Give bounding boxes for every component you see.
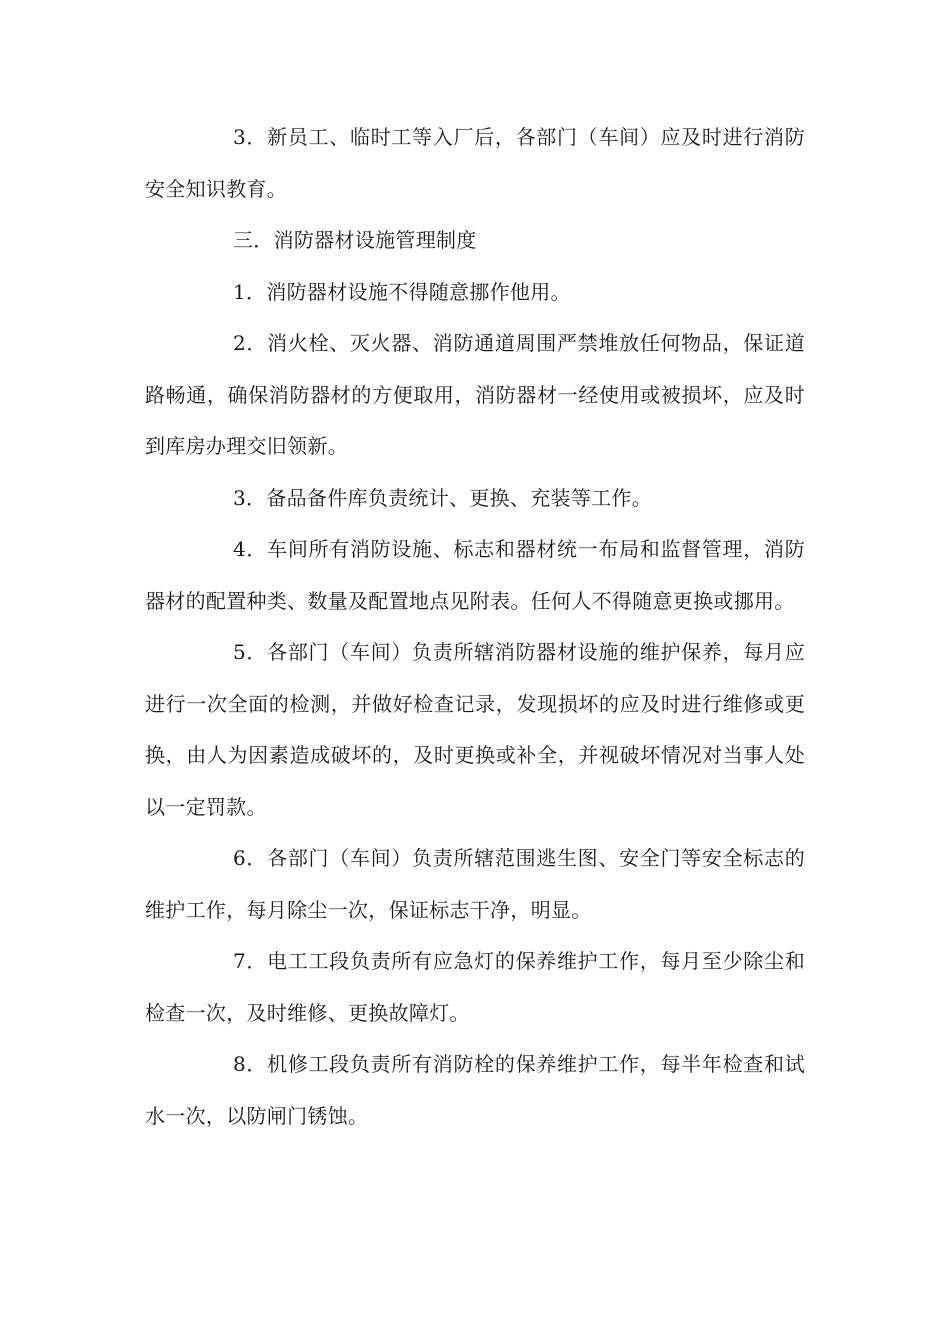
paragraph-item-7: 7．电工工段负责所有应急灯的保养维护工作，每月至少除尘和检查一次，及时维修、更换故障灯。 [145,949,805,1025]
paragraph-item-3: 3．备品备件库负责统计、更换、充装等工作。 [233,485,653,510]
paragraph-item-3-training: 3．新员工、临时工等入厂后，各部门（车间）应及时进行消防安全知识教育。 [145,125,805,201]
section-heading-equipment-management: 三．消防器材设施管理制度 [233,228,477,252]
paragraph-item-1: 1．消防器材设施不得随意挪作他用。 [233,279,571,304]
paragraph-item-5: 5．各部门（车间）负责所辖消防器材设施的维护保养，每月应进行一次全面的检测，并做好检查记录，发现损坏的应及时进行维修或更换，由人为因素造成破坏的，及时更换或补全，并视破坏情况对当事人处以一定罚款。 [145,640,805,819]
document-body [145,112,805,1142]
paragraph-item-8: 8．机修工段负责所有消防栓的保养维护工作，每半年检查和试水一次，以防闸门锈蚀。 [145,1052,805,1128]
paragraph-item-6: 6．各部门（车间）负责所辖范围逃生图、安全门等安全标志的维护工作，每月除尘一次，保证标志干净，明显。 [145,846,805,922]
paragraph-item-4: 4．车间所有消防设施、标志和器材统一布局和监督管理，消防器材的配置种类、数量及配置地点见附表。任何人不得随意更换或挪用。 [145,537,805,613]
paragraph-item-2: 2．消火栓、灭火器、消防通道周围严禁堆放任何物品，保证道路畅通，确保消防器材的方便取用，消防器材一经使用或被损坏，应及时到库房办理交旧领新。 [145,331,805,458]
